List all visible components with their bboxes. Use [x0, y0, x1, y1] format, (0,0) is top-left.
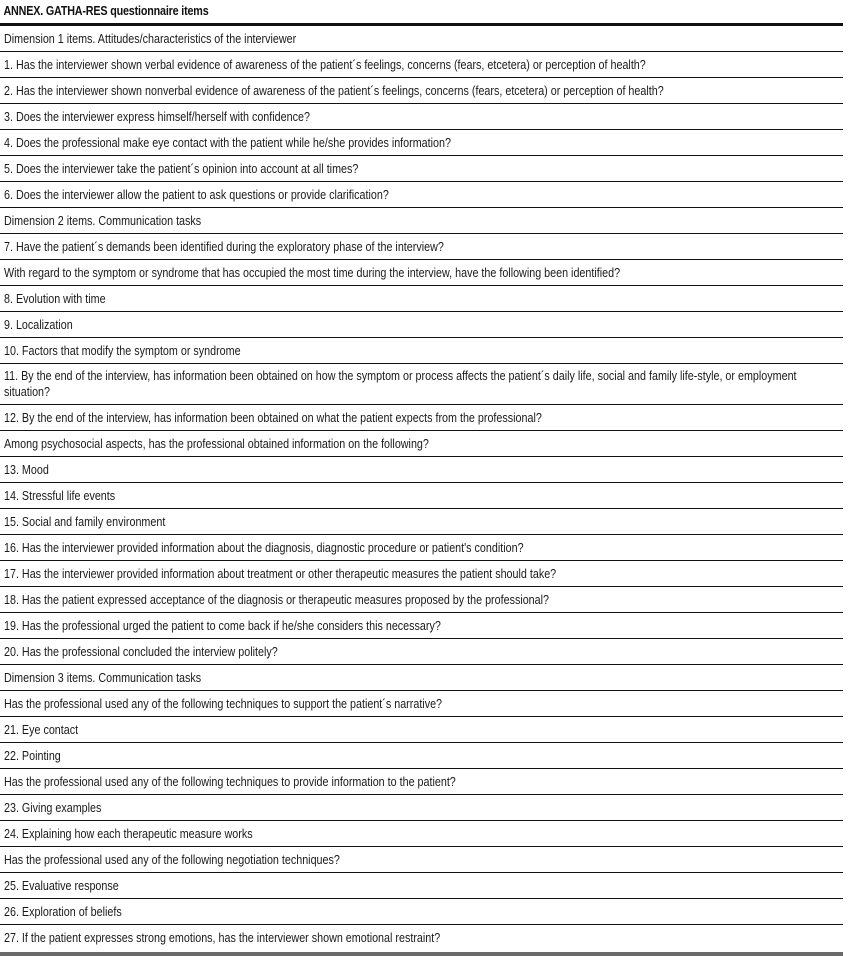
question-row [0, 795, 843, 821]
question-text: 25. Evaluative response [4, 879, 119, 893]
question-text: 6. Does the interviewer allow the patient to ask questions or provide clarification? [4, 188, 389, 202]
question-row [0, 182, 843, 208]
table-bottom-rule [0, 952, 843, 956]
subheading-row [0, 691, 843, 717]
question-text: 5. Does the interviewer take the patient´s opinion into account at all times? [4, 162, 359, 176]
question-row [0, 104, 843, 130]
question-text: 8. Evolution with time [4, 292, 106, 306]
question-text: 22. Pointing [4, 749, 61, 763]
subheading-text: Among psychosocial aspects, has the professional obtained information on the following? [4, 437, 429, 451]
subheading-row [0, 847, 843, 873]
section-header-row [0, 208, 843, 234]
question-row [0, 483, 843, 509]
question-text: 18. Has the patient expressed acceptance of the diagnosis or therapeutic measures proposed by the professional? [4, 593, 550, 607]
subheading-text: With regard to the symptom or syndrome that has occupied the most time during the interview, have the following been identified? [4, 266, 621, 280]
question-text: 21. Eye contact [4, 723, 79, 737]
subheading-row [0, 260, 843, 286]
section-title: Dimension 2 items. Communication tasks [4, 214, 202, 228]
question-row [0, 899, 843, 925]
question-text: 4. Does the professional make eye contact with the patient while he/she provides information? [4, 136, 451, 150]
question-row [0, 457, 843, 483]
section-header-row [0, 26, 843, 52]
subheading-text: Has the professional used any of the following negotiation techniques? [4, 853, 340, 867]
question-row [0, 639, 843, 665]
question-text: 10. Factors that modify the symptom or syndrome [4, 344, 241, 358]
question-row [0, 156, 843, 182]
subheading-row [0, 769, 843, 795]
question-text: 12. By the end of the interview, has information been obtained on what the patient expects from the professional? [4, 411, 542, 425]
question-row [0, 873, 843, 899]
question-row [0, 338, 843, 364]
question-row [0, 535, 843, 561]
question-row [0, 234, 843, 260]
question-row [0, 561, 843, 587]
question-text: 2. Has the interviewer shown nonverbal evidence of awareness of the patient´s feelings, concerns (fears, etcetera) or perception of health? [4, 84, 664, 98]
question-text: 27. If the patient expresses strong emotions, has the interviewer shown emotional restraint? [4, 931, 441, 945]
question-row [0, 286, 843, 312]
subheading-text: Has the professional used any of the following techniques to support the patient´s narrative? [4, 697, 443, 711]
question-text: 13. Mood [4, 463, 49, 477]
question-text: 1. Has the interviewer shown verbal evidence of awareness of the patient´s feelings, concerns (fears, etcetera) or perception of health? [4, 58, 646, 72]
subheading-text: Has the professional used any of the following techniques to provide information to the patient? [4, 775, 456, 789]
question-text: 9. Localization [4, 318, 73, 332]
question-row [0, 743, 843, 769]
question-row [0, 821, 843, 847]
question-text: 26. Exploration of beliefs [4, 905, 122, 919]
question-text: 16. Has the interviewer provided information about the diagnosis, diagnostic procedure or patient's condition? [4, 541, 524, 555]
question-text: 7. Have the patient´s demands been identified during the exploratory phase of the interview? [4, 240, 444, 254]
question-row [0, 925, 843, 950]
question-row [0, 717, 843, 743]
question-text: 11. By the end of the interview, has information been obtained on how the symptom or process affects the patient´s daily life, social and family life-style, or employment situation? [4, 369, 797, 399]
question-text: 24. Explaining how each therapeutic measure works [4, 827, 253, 841]
section-title: Dimension 1 items. Attitudes/characteristics of the interviewer [4, 32, 297, 46]
question-row [0, 405, 843, 431]
question-text: 23. Giving examples [4, 801, 102, 815]
section-header-row [0, 665, 843, 691]
question-row [0, 312, 843, 338]
question-row [0, 130, 843, 156]
section-title: Dimension 3 items. Communication tasks [4, 671, 202, 685]
question-row [0, 364, 843, 405]
question-row [0, 78, 843, 104]
question-row [0, 509, 843, 535]
question-row [0, 52, 843, 78]
table-title: ANNEX. GATHA-RES questionnaire items [3, 4, 209, 18]
question-text: 20. Has the professional concluded the interview politely? [4, 645, 278, 659]
question-text: 19. Has the professional urged the patient to come back if he/she considers this necessary? [4, 619, 441, 633]
question-row [0, 587, 843, 613]
question-text: 15. Social and family environment [4, 515, 166, 529]
table-body [0, 26, 843, 950]
question-row [0, 613, 843, 639]
subheading-row [0, 431, 843, 457]
question-text: 17. Has the interviewer provided information about treatment or other therapeutic measures the patient should take? [4, 567, 557, 581]
question-text: 3. Does the interviewer express himself/herself with confidence? [4, 110, 310, 124]
question-text: 14. Stressful life events [4, 489, 116, 503]
